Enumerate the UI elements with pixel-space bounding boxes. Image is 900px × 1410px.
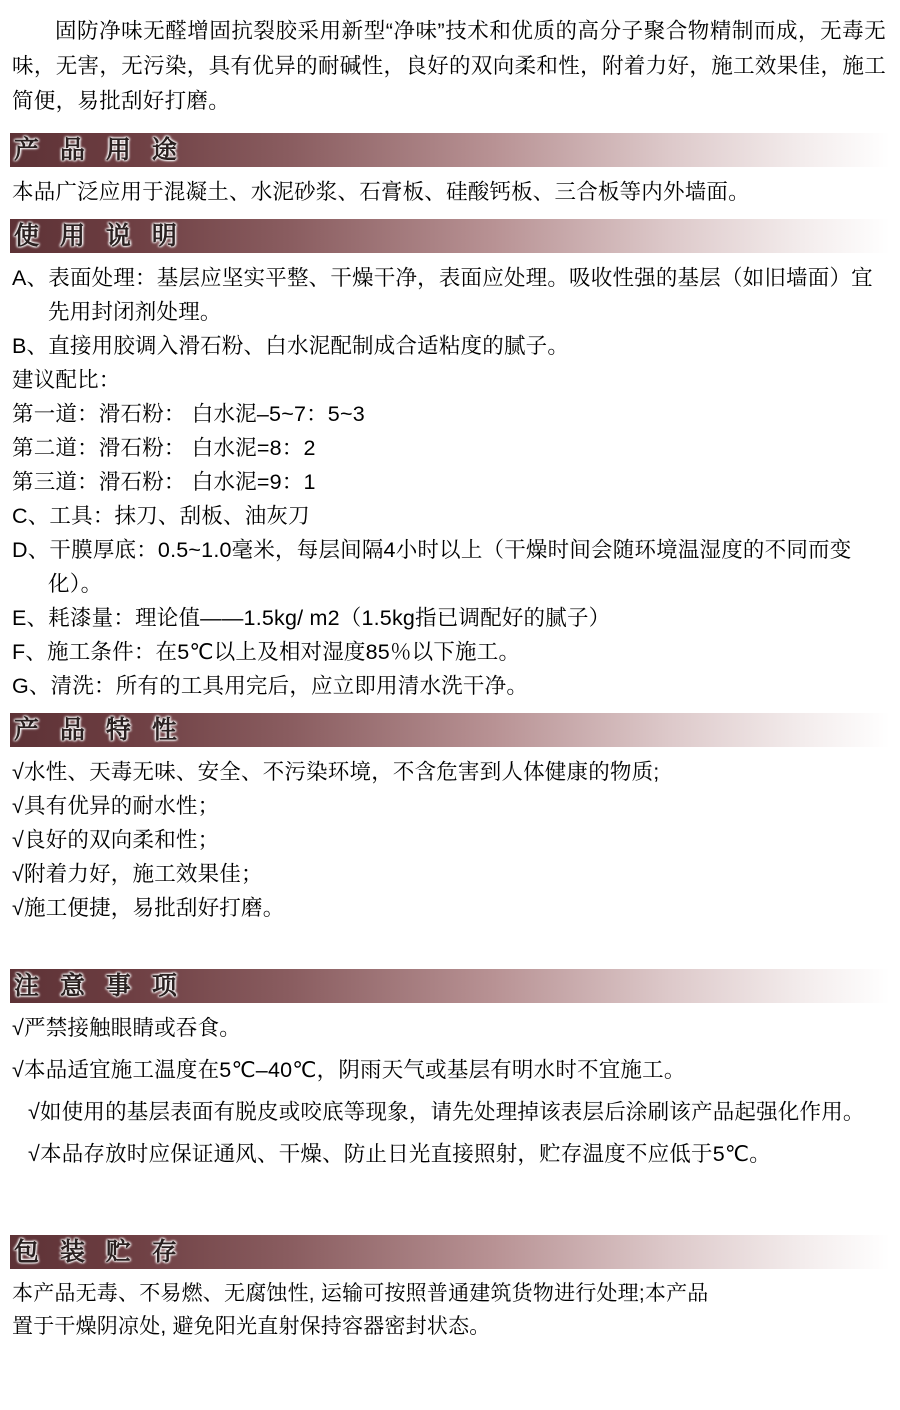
body-line: √施工便捷，易批刮好打磨。 [12, 896, 285, 920]
body-line: 本产品无毒、不易燃、无腐蚀性, 运输可按照普通建筑货物进行处理;本产品 [12, 1282, 709, 1305]
body-line: E、耗漆量：理论值——1.5kg/ m2（1.5kg指已调配好的腻子） [12, 606, 611, 630]
body-line: B、直接用胶调入滑石粉、白水泥配制成合适粘度的腻子。 [12, 334, 570, 358]
body-line: 置于干燥阴凉处, 避免阳光直射保持容器密封状态。 [12, 1315, 491, 1338]
body-line: √水性、天毒无味、安全、不污染环境，不含危害到人体健康的物质; [12, 760, 660, 784]
section-body-packaging [10, 1277, 890, 1343]
section-title: 产 品 特 性 [14, 716, 184, 744]
body-line: D、干膜厚底：0.5~1.0毫米，每层间隔4小时以上（干燥时间会随环境温湿度的不同而变化）。 [12, 538, 852, 596]
spacer [10, 1179, 890, 1225]
body-line: G、清洗：所有的工具用完后，应立即用清水洗干净。 [12, 674, 529, 698]
section-heading-packaging [10, 1235, 890, 1269]
body-line: √具有优异的耐水性； [12, 794, 220, 818]
section-body-product-use [10, 175, 890, 209]
body-line: F、施工条件：在5℃以上及相对湿度85％以下施工。 [12, 640, 521, 664]
section-body-features [10, 755, 890, 925]
section-heading-product-use [10, 133, 890, 167]
section-title: 注 意 事 项 [14, 972, 184, 1000]
body-line: A、表面处理：基层应坚实平整、干燥干净，表面应处理。吸收性强的基层（如旧墙面）宜先用封闭剂处理。 [12, 266, 873, 324]
body-line: √本品存放时应保证通风、干燥、防止日光直接照射，贮存温度不应低于5℃。 [28, 1142, 771, 1166]
section-heading-instructions [10, 219, 890, 253]
intro-paragraph: 固防净味无醛增固抗裂胶采用新型“净味”技术和优质的高分子聚合物精制而成，无毒无味，无害，无污染，具有优异的耐碱性，良好的双向柔和性，附着力好，施工效果佳，施工简便，易批刮好打磨。 [12, 19, 886, 113]
body-line: 第三道：滑石粉： 白水泥=9：1 [12, 470, 316, 494]
section-heading-cautions [10, 969, 890, 1003]
section-body-cautions [10, 1011, 890, 1171]
section-title: 包 装 贮 存 [14, 1238, 184, 1266]
body-line: √本品适宜施工温度在5℃–40℃，阴雨天气或基层有明水时不宜施工。 [12, 1058, 686, 1082]
body-line: C、工具：抹刀、刮板、油灰刀 [12, 504, 310, 528]
section-title: 使 用 说 明 [14, 222, 184, 250]
spacer [10, 925, 890, 959]
section-title: 产 品 用 途 [14, 136, 184, 164]
body-line: √严禁接触眼睛或吞食。 [12, 1016, 242, 1040]
body-line: 建议配比： [12, 368, 121, 392]
body-line: 第二道：滑石粉： 白水泥=8：2 [12, 436, 316, 460]
section-body-instructions [10, 261, 890, 703]
body-line: √良好的双向柔和性； [12, 828, 220, 852]
body-line: √如使用的基层表面有脱皮或咬底等现象，请先处理掉该表层后涂刷该产品起强化作用。 [28, 1100, 865, 1124]
body-line: 本品广泛应用于混凝土、水泥砂浆、石膏板、硅酸钙板、三合板等内外墙面。 [12, 180, 750, 204]
body-line: 第一道：滑石粉： 白水泥–5~7：5~3 [12, 402, 365, 426]
section-heading-features [10, 713, 890, 747]
body-line: √附着力好，施工效果佳； [12, 862, 263, 886]
